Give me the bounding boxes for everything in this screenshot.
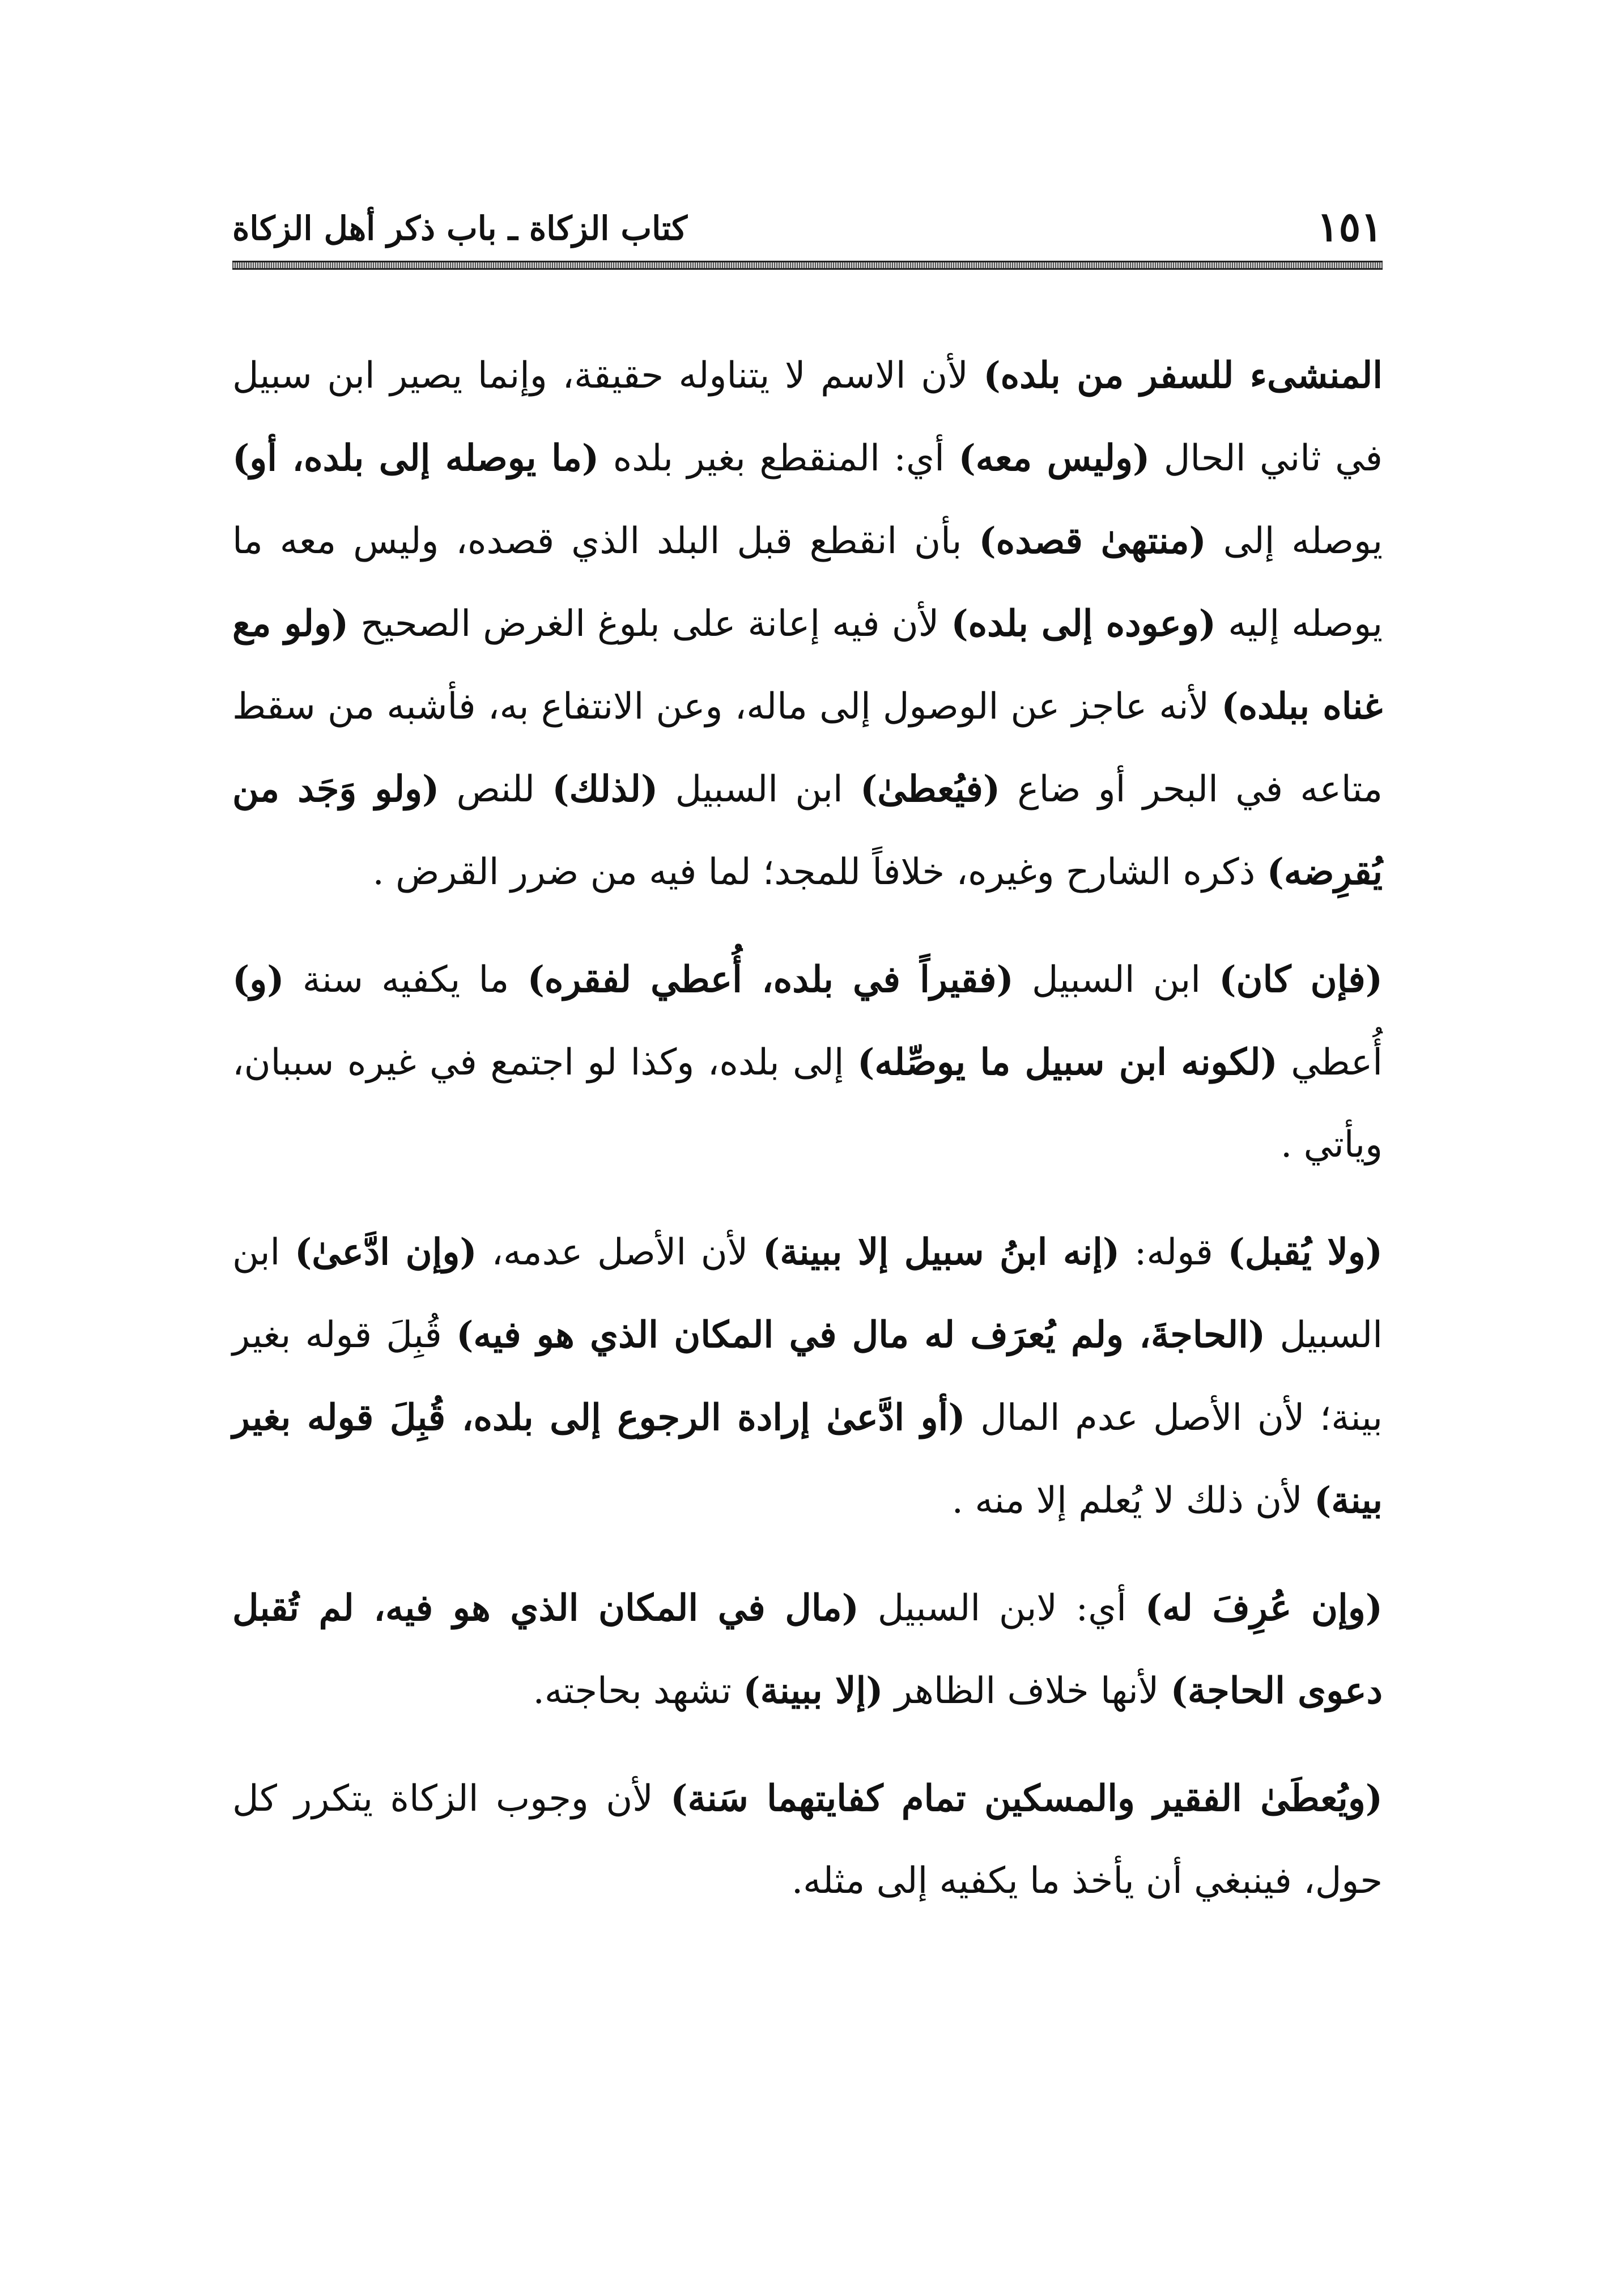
text-run: لأن فيه إعانة على بلوغ الغرض الصحيح bbox=[348, 603, 951, 645]
text-run: تشهد بحاجته. bbox=[533, 1670, 743, 1712]
text-run: قوله: bbox=[1120, 1232, 1228, 1273]
text-run: إلى بلده، وكذا لو اجتمع في غيره سببان، ويأتي . bbox=[232, 1042, 1383, 1166]
text-run: لأن ذلك لا يُعلم إلا منه . bbox=[951, 1480, 1314, 1522]
book-page bbox=[232, 0, 1383, 2293]
bold-text-run: (وعوده إلى بلده) bbox=[951, 602, 1217, 645]
bold-text-run: (ولا يُقبل) bbox=[1227, 1231, 1383, 1273]
bold-text-run: المنشىء للسفر من بلده) bbox=[983, 354, 1383, 397]
paragraph-3 bbox=[232, 1211, 1383, 1542]
text-run: لأنها خلاف الظاهر bbox=[883, 1670, 1171, 1712]
text-run: أي: لابن السبيل bbox=[858, 1587, 1145, 1629]
paragraph-1 bbox=[232, 334, 1383, 914]
text-run: ابن السبيل bbox=[232, 1232, 1383, 1356]
bold-text-run: (و) bbox=[232, 958, 284, 1001]
bold-text-run: (إلا ببينة) bbox=[743, 1670, 883, 1712]
paragraph-4 bbox=[232, 1567, 1383, 1733]
bold-text-run: (ويُعطَىٰ الفقير والمسكين تمام كفايتهما سَنة) bbox=[670, 1777, 1383, 1820]
paragraph-2 bbox=[232, 939, 1383, 1186]
page-header bbox=[232, 201, 1383, 252]
text-run: بأن انقطع قبل البلد الذي قصده، وليس معه ما يوصله إليه bbox=[232, 520, 1383, 645]
bold-text-run: (منتهىٰ قصده) bbox=[979, 520, 1206, 562]
text-run: يوصله إلى bbox=[1206, 520, 1383, 562]
bold-text-run: (فيُعطىٰ) bbox=[860, 768, 1001, 810]
bold-text-run: (إنه ابنُ سبيل إلا ببينة) bbox=[762, 1231, 1120, 1273]
text-run: قُبِلَ قوله بغير بينة؛ لأن الأصل عدم المال bbox=[232, 1314, 1383, 1439]
bold-text-run: (أو ادَّعىٰ إرادة الرجوع إلى بلده، قُبِلَ قوله بغير بينة) bbox=[232, 1396, 1383, 1522]
text-run: أي: المنقطع بغير بلده bbox=[599, 438, 959, 479]
bold-text-run: (لكونه ابن سبيل ما يوصِّله) bbox=[857, 1041, 1278, 1084]
text-run: ابن السبيل bbox=[658, 768, 860, 810]
bold-text-run: (وليس معه) bbox=[958, 437, 1150, 479]
text-run: للنص bbox=[439, 768, 552, 810]
bold-text-run: (وإن ادَّعىٰ) bbox=[294, 1231, 477, 1273]
text-run: لأنه عاجز عن الوصول إلى ماله، وعن الانتفاع به، فأشبه من سقط متاعه في البحر أو ضاع bbox=[232, 686, 1383, 810]
bold-text-run: (ولو وَجَد من يُقرِضه) bbox=[232, 768, 1383, 893]
bold-text-run: (ما يوصله إلى بلده، أو) bbox=[232, 437, 600, 479]
paragraph-5 bbox=[232, 1757, 1383, 1922]
text-run: ما يكفيه سنة bbox=[284, 959, 528, 1001]
text-run: ابن السبيل bbox=[1013, 959, 1219, 1001]
header-divider bbox=[232, 261, 1383, 270]
bold-text-run: (فقيراً في بلده، أُعطي لفقره) bbox=[527, 958, 1014, 1001]
bold-text-run: (مال في المكان الذي هو فيه، لم تُقبل دعوى الحاجة) bbox=[232, 1587, 1383, 1712]
bold-text-run: (الحاجةَ، ولم يُعرَف له مال في المكان الذي هو فيه) bbox=[456, 1314, 1266, 1356]
text-run: أُعطي bbox=[1277, 1042, 1383, 1084]
bold-text-run: (وإن عُرِفَ له) bbox=[1145, 1587, 1383, 1629]
text-run: لأن وجوب الزكاة يتكرر كل حول، فينبغي أن يأخذ ما يكفيه إلى مثله. bbox=[232, 1778, 1383, 1902]
page-number: ١٥١ bbox=[1316, 202, 1383, 250]
text-run: لأن الأصل عدمه، bbox=[477, 1232, 763, 1273]
running-title: كتاب الزكاة ـ باب ذكر أهل الزكاة bbox=[232, 209, 687, 248]
body-text bbox=[232, 334, 1383, 1947]
text-run: لأن الاسم لا يتناوله حقيقة، وإنما يصير ابن سبيل في ثاني الحال bbox=[232, 355, 1383, 479]
bold-text-run: (لذلك) bbox=[552, 768, 658, 810]
bold-text-run: (فإن كان) bbox=[1219, 958, 1383, 1001]
text-run: ذكره الشارح وغيره، خلافاً للمجد؛ لما فيه من ضرر القرض . bbox=[372, 851, 1267, 893]
bold-text-run: (ولو مع غناه ببلده) bbox=[232, 602, 1383, 728]
